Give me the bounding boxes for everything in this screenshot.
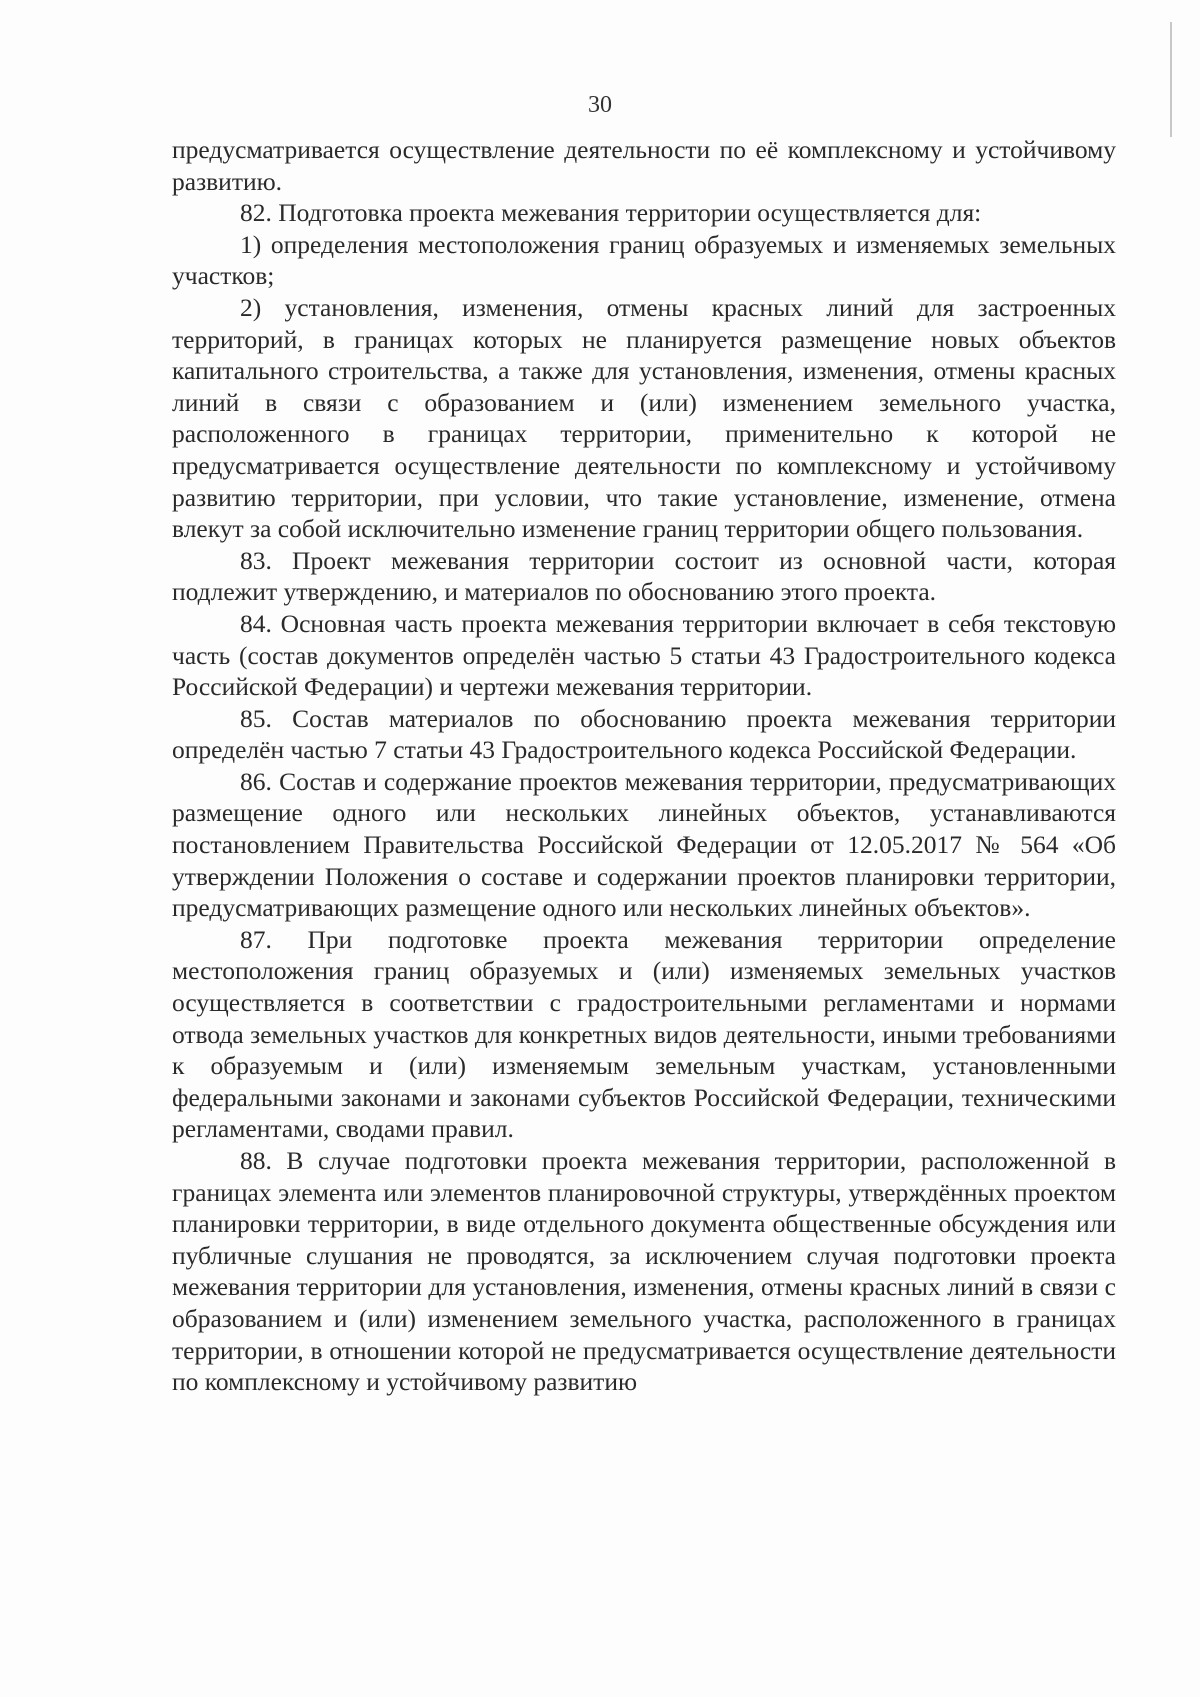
paragraph-86: 86. Состав и содержание проектов межевания территории, предусматривающих размещение одного или нескольких линейных объектов, устанавливаются постановлением Правительства Российской Федерации от 12.05.2017 № 564 «Об утверждении Положения о составе и содержании проектов планировки территории, предусматривающих размещение одного или нескольких линейных объектов».: [172, 766, 1116, 923]
scan-edge-mark: [1170, 22, 1172, 137]
paragraph-87: 87. При подготовке проекта межевания территории определение местоположения границ образуемых и (или) изменяемых земельных участков осуществляется в соответствии с градостроительными регламентами и нормами отвода земельных участков для конкретных видов деятельности, иными требованиями к образуемым и (или) изменяемым земельным участкам, установленными федеральными законами и законами субъектов Российской Федерации, техническими регламентами, сводами правил.: [172, 924, 1116, 1144]
document-body: [172, 134, 1116, 1398]
paragraph-continuation: предусматривается осуществление деятельности по её комплексному и устойчивому развитию.: [172, 135, 1116, 196]
paragraph-82-item-2: 2) установления, изменения, отмены красных линий для застроенных территорий, в границах которых не планируется размещение новых объектов капитального строительства, а также для установления, изменения, отмены красных линий в связи с образованием и (или) изменением земельного участка, расположенного в границах территории, применительно к которой не предусматривается осуществление деятельности по комплексному и устойчивому развитию территории, при условии, что такие установление, изменение, отмена влекут за собой исключительно изменение границ территории общего пользования.: [172, 292, 1116, 544]
paragraph-82-item-1: 1) определения местоположения границ образуемых и изменяемых земельных участков;: [172, 229, 1116, 291]
paragraph-85: 85. Состав материалов по обоснованию проекта межевания территории определён частью 7 статьи 43 Градостроительного кодекса Российской Федерации.: [172, 703, 1116, 765]
paragraph-82: 82. Подготовка проекта межевания территории осуществляется для:: [240, 198, 982, 228]
page-number: 30: [588, 92, 612, 118]
paragraph-88: 88. В случае подготовки проекта межевания территории, расположенной в границах элемента или элементов планировочной структуры, утверждённых проектом планировки территории, в виде отдельного документа общественные обсуждения или публичные слушания не проводятся, за исключением случая подготовки проекта межевания территории для установления, изменения, отмены красных линий в связи с образованием и (или) изменением земельного участка, расположенного в границах территории, в отношении которой не предусматривается осуществление деятельности по комплексному и устойчивому развитию: [172, 1146, 1116, 1397]
paragraph-83: 83. Проект межевания территории состоит из основной части, которая подлежит утверждению, и материалов по обоснованию этого проекта.: [172, 545, 1116, 607]
paragraph-84: 84. Основная часть проекта межевания территории включает в себя текстовую часть (состав документов определён частью 5 статьи 43 Градостроительного кодекса Российской Федерации) и чертежи межевания территории.: [172, 608, 1116, 702]
